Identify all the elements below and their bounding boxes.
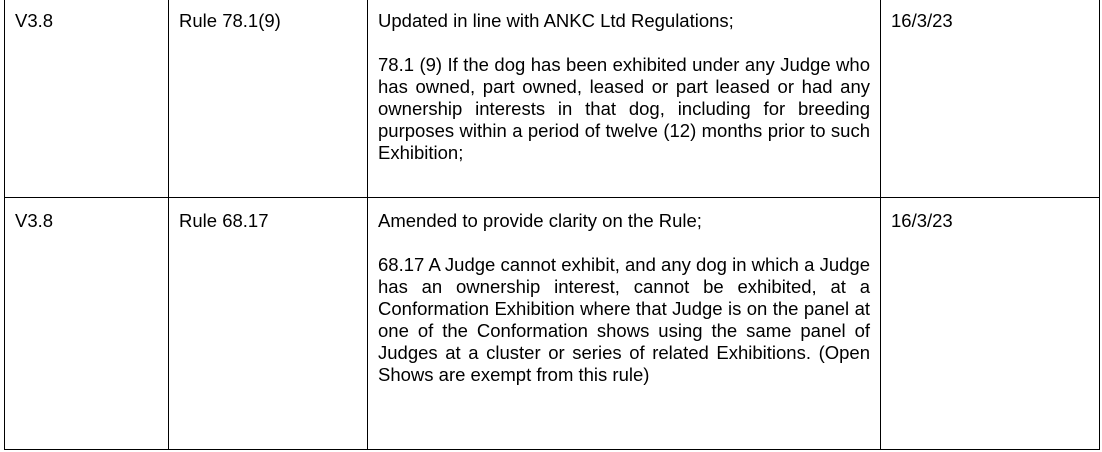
date-cell: 16/3/23: [881, 0, 1100, 198]
version-cell: V3.8: [5, 0, 169, 198]
description-summary: Updated in line with ANKC Ltd Regulations;: [378, 10, 734, 31]
version-cell: V3.8: [5, 198, 169, 450]
description-cell: [368, 198, 881, 450]
amendments-table: [4, 0, 1100, 450]
description-summary: Amended to provide clarity on the Rule;: [378, 210, 702, 231]
rule-cell: Rule 78.1(9): [169, 0, 368, 198]
description-detail: 68.17 A Judge cannot exhibit, and any dog in which a Judge has an ownership interest, cannot be exhibited, at a Conformation Exhibition where that Judge is on the panel at one of the Conformation shows using the same panel of Judges at a cluster or series of related Exhibitions. (Open Shows are exempt from this rule): [378, 254, 870, 385]
rule-cell: Rule 68.17: [169, 198, 368, 450]
table-row: [5, 198, 1100, 450]
date-cell: 16/3/23: [881, 198, 1100, 450]
description-detail: 78.1 (9) If the dog has been exhibited under any Judge who has owned, part owned, leased or part leased or had any ownership interests in that dog, including for breeding purposes within a period of twelve (12) months prior to such Exhibition;: [378, 54, 870, 163]
description-cell: [368, 0, 881, 198]
table-row: [5, 0, 1100, 198]
